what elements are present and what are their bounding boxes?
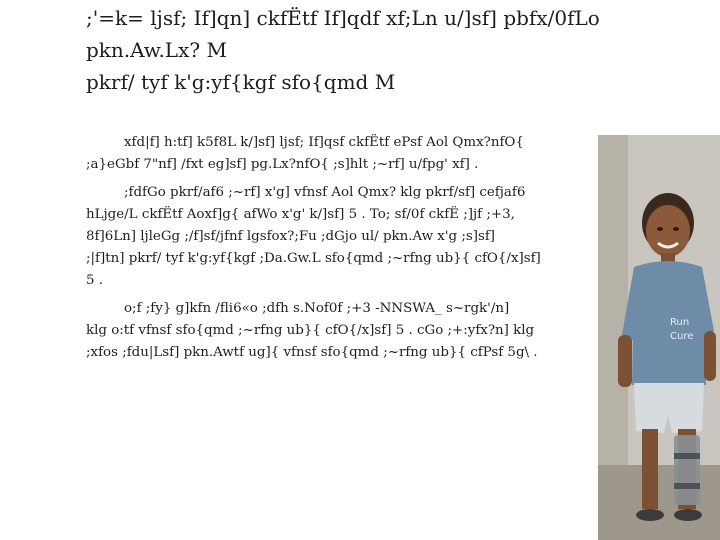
shirt-print-line-2: Cure [670, 331, 694, 342]
heading-line-3: pkrf/ tyf k'g:yf{kgf sfo{qmd M [86, 70, 396, 94]
paragraph-line: 5 . [86, 273, 104, 288]
paragraph-line: klg o:tf vfnsf sfo{qmd ;~rfng ub}{ cfO{/x]sf] 5 . cGo ;+:yfx?n] klg [86, 323, 535, 338]
paragraph-3 [86, 298, 594, 364]
paragraph-line: hLjge/L ckfËtf Aoxf]g{ afWo x'g' k/]sf] 5 . To; sf/0f ckfË ;]jf ;+3, [86, 207, 515, 222]
paragraph-line: ;|f]tn] pkrf/ tyf k'g:yf{kgf ;Da.Gw.L sfo{qmd ;~rfng ub}{ cfO{/x]sf] [86, 251, 541, 266]
paragraph-2 [86, 182, 594, 292]
paragraph-line: 8f]6Ln] ljleGg ;/f]sf/jfnf lgsfox?;Fu ;dGjo ul/ pkn.Aw x'g ;s]sf] [86, 229, 496, 244]
shirt-print-line-1: Run [670, 317, 690, 328]
heading-line-1: ;'=k= ljsf; If]qn] ckfËtf If]qdf xf;Ln u/]sf] pbfx/0fLo [86, 6, 600, 30]
slide-body [86, 132, 594, 370]
paragraph-line: ;xfos ;fdu|Lsf] pkn.Awtf ug]{ vfnsf sfo{qmd ;~rfng ub}{ cfPsf 5g\ . [86, 345, 538, 360]
child-photo-illustration [598, 135, 720, 540]
paragraph-line: ;fdfGo pkrf/af6 ;~rf] x'g] vfnsf Aol Qmx? klg pkrf/sf] cefjaf6 [124, 185, 526, 200]
slide-heading [86, 2, 716, 98]
heading-line-2: pkn.Aw.Lx? M [86, 38, 227, 62]
paragraph-line: xfd|f] h:tf] k5f8L k/]sf] ljsf; If]qsf ckfËtf ePsf Aol Qmx?nfO{ [124, 135, 524, 150]
paragraph-1 [86, 132, 594, 176]
paragraph-line: ;a}eGbf 7"nf] /fxt eg]sf] pg.Lx?nfO{ ;s]hlt ;~rf] u/fpg' xf] . [86, 157, 479, 172]
child-photo [598, 135, 720, 540]
paragraph-line: o;f ;fy} g]kfn /fli6«o ;dfh s.Nof0f ;+3 -NNSWA_ s~rgk'/n] [124, 301, 510, 316]
